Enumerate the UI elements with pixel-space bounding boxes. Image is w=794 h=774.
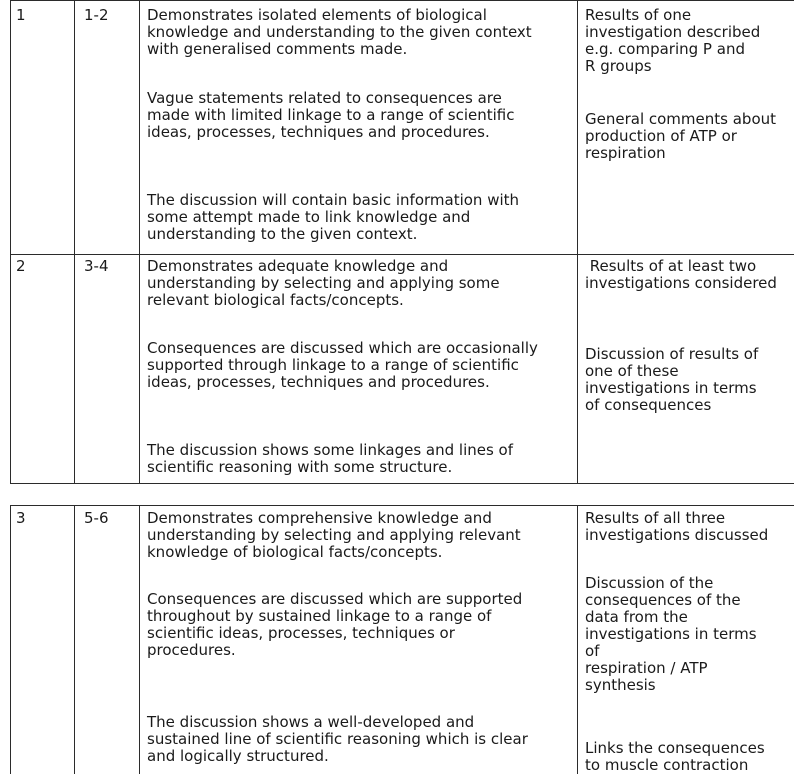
descriptor-paragraph: Demonstrates comprehensive knowledge and understanding by selecting and applying relevant knowledge of biological facts/concepts. — [147, 509, 521, 561]
indicative-paragraph: Discussion of results of one of these investigations in terms of consequences — [585, 345, 759, 414]
indicative-paragraph: Links the consequences to muscle contraction — [585, 739, 765, 774]
level-cell: 2 — [16, 257, 26, 275]
descriptor-paragraph: The discussion shows a well-developed and sustained line of scientific reasoning which is clear and logically structured. — [147, 713, 528, 765]
table-rule-bottom — [10, 483, 794, 484]
table2-rule-top — [10, 505, 794, 506]
table-rule-col2 — [139, 0, 140, 484]
descriptor-paragraph: Demonstrates adequate knowledge and understanding by selecting and applying some relevant biological facts/concepts. — [147, 257, 500, 309]
table-rule-top — [10, 0, 794, 1]
table-rule-left — [10, 0, 11, 484]
table-rule-row-divider — [10, 254, 794, 255]
table2-rule-col1 — [74, 505, 75, 774]
table2-rule-col2 — [139, 505, 140, 774]
table-rule-col1 — [74, 0, 75, 484]
level-cell: 3 — [16, 509, 26, 527]
indicative-paragraph: Discussion of the consequences of the data from the investigations in terms of respiration / ATP synthesis — [585, 574, 757, 694]
descriptor-paragraph: Consequences are discussed which are occasionally supported through linkage to a range of scientific ideas, processes, techniques and procedures. — [147, 339, 538, 391]
marks-cell: 1-2 — [84, 6, 109, 24]
indicative-paragraph: General comments about production of ATP or respiration — [585, 110, 777, 162]
indicative-paragraph: Results of all three investigations discussed — [585, 509, 769, 544]
level-cell: 1 — [16, 6, 26, 24]
descriptor-paragraph: Consequences are discussed which are supported throughout by sustained linkage to a range of scientific ideas, processes, techniques or procedures. — [147, 590, 523, 659]
table2-rule-left — [10, 505, 11, 774]
indicative-paragraph: Results of at least two investigations considered — [585, 257, 777, 292]
table-rule-col3 — [577, 0, 578, 484]
descriptor-paragraph: The discussion will contain basic information with some attempt made to link knowledge and understanding to the given context. — [147, 191, 520, 243]
descriptor-paragraph: The discussion shows some linkages and lines of scientific reasoning with some structure. — [147, 441, 514, 476]
indicative-paragraph: Results of one investigation described e.g. comparing P and R groups — [585, 6, 761, 75]
descriptor-paragraph: Vague statements related to consequences are made with limited linkage to a range of scientific ideas, processes, techniques and procedures. — [147, 89, 515, 141]
descriptor-paragraph: Demonstrates isolated elements of biological knowledge and understanding to the given context with generalised comments made. — [147, 6, 532, 58]
marks-cell: 3-4 — [84, 257, 109, 275]
marks-cell: 5-6 — [84, 509, 109, 527]
table2-rule-col3 — [577, 505, 578, 774]
